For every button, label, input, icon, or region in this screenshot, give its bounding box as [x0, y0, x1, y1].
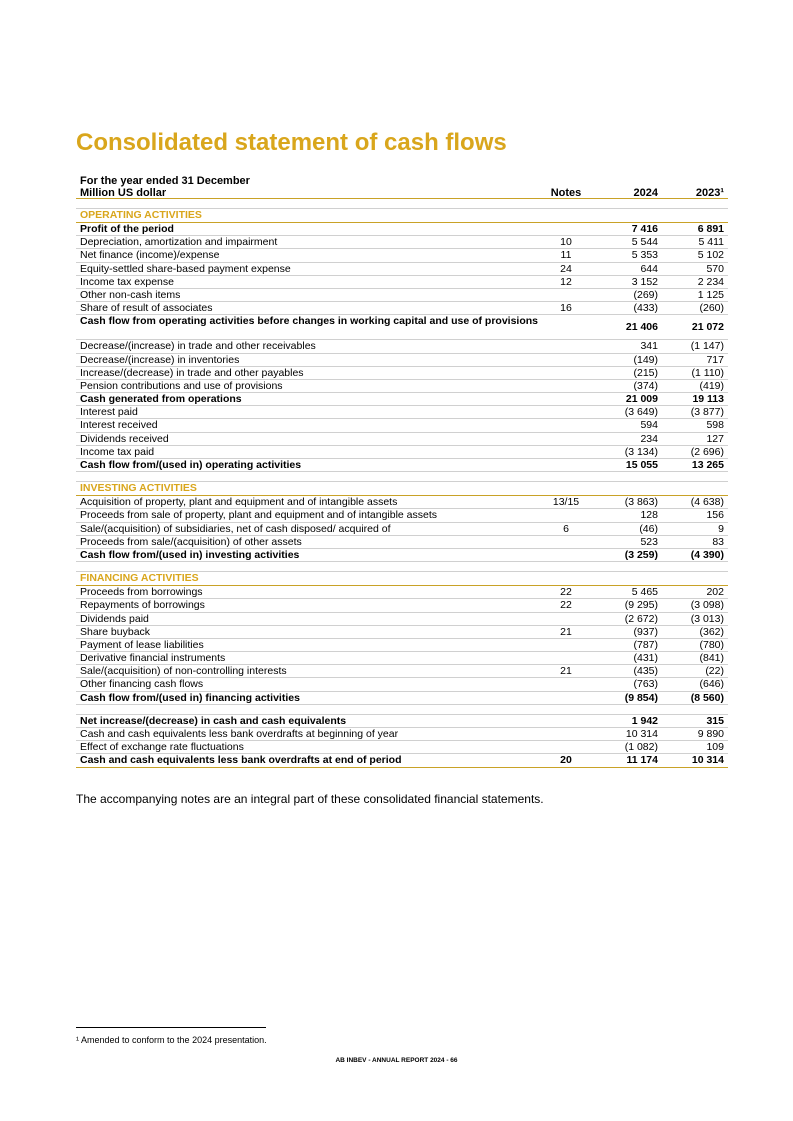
section-spacer — [76, 199, 728, 209]
table-row — [76, 523, 728, 536]
row-value-2023: (841) — [699, 652, 724, 665]
row-label: Cash and cash equivalents less bank overdrafts at end of period — [80, 754, 402, 767]
row-value-2023: 598 — [706, 419, 724, 432]
table-row — [76, 496, 728, 509]
header-period: For the year ended 31 December — [80, 175, 250, 187]
table-body — [76, 199, 728, 768]
row-note: 16 — [560, 302, 572, 315]
table-row — [76, 340, 728, 353]
table-row — [76, 599, 728, 612]
row-value-2024: 7 416 — [631, 223, 658, 235]
row-note: 22 — [560, 599, 572, 612]
table-row — [76, 393, 728, 406]
row-value-2024: (937) — [633, 625, 658, 638]
row-value-2023: (260) — [699, 302, 724, 315]
row-value-2023: 315 — [706, 714, 724, 727]
row-value-2023: 19 113 — [692, 393, 724, 406]
row-value-2024: (3 259) — [624, 548, 658, 561]
row-label: Interest paid — [80, 406, 138, 419]
table-row — [76, 249, 728, 262]
row-label: Payment of lease liabilities — [80, 638, 204, 651]
row-note: 10 — [560, 236, 572, 249]
table-row — [76, 446, 728, 459]
row-value-2023: 9 — [718, 522, 724, 535]
row-value-2023: 13 265 — [691, 459, 724, 471]
row-value-2024: (435) — [633, 665, 658, 678]
row-value-2024: (3 649) — [624, 406, 658, 419]
row-note: 24 — [560, 262, 572, 275]
row-value-2024: 10 314 — [625, 728, 658, 740]
footnote: ¹ Amended to conform to the 2024 presentation. — [76, 1035, 267, 1045]
row-value-2024: (9 295) — [624, 599, 658, 612]
table-row — [76, 419, 728, 432]
row-value-2023: (3 877) — [690, 406, 724, 419]
row-label: Decrease/(increase) in inventories — [80, 353, 240, 366]
row-note: 21 — [560, 625, 572, 638]
table-row — [76, 315, 728, 340]
row-value-2023: 1 125 — [697, 288, 724, 301]
row-label: Increase/(decrease) in trade and other payables — [80, 366, 304, 379]
row-label: Pension contributions and use of provisions — [80, 379, 283, 392]
row-label: Cash generated from operations — [80, 393, 242, 406]
section-heading — [76, 572, 728, 586]
row-label: Depreciation, amortization and impairment — [80, 236, 278, 249]
row-value-2024: 3 152 — [631, 275, 658, 288]
row-value-2024: 128 — [640, 509, 658, 522]
row-label: Income tax expense — [80, 275, 174, 288]
row-value-2023: 10 314 — [691, 754, 724, 767]
row-value-2024: 11 174 — [626, 754, 658, 767]
row-value-2023: 156 — [706, 509, 724, 522]
row-note: 13/15 — [552, 496, 580, 509]
section-heading — [76, 209, 728, 223]
row-value-2024: (433) — [633, 302, 658, 315]
row-value-2024: (46) — [639, 522, 658, 535]
row-value-2024: 5 544 — [631, 236, 658, 249]
row-label: Cash flow from/(used in) investing activities — [80, 548, 300, 561]
table-row — [76, 354, 728, 367]
row-value-2024: (1 082) — [624, 741, 658, 754]
row-label: Cash flow from operating activities before changes in working capital and use of provisions — [80, 315, 539, 328]
row-label: Interest received — [80, 419, 158, 432]
section-heading — [76, 482, 728, 496]
row-label: Proceeds from sale/(acquisition) of other assets — [80, 535, 302, 548]
row-note: 6 — [563, 522, 569, 535]
table-row — [76, 433, 728, 446]
row-value-2023: (3 098) — [690, 599, 724, 612]
row-value-2024: 21 406 — [625, 321, 658, 334]
row-value-2023: 127 — [706, 432, 724, 445]
table-row — [76, 652, 728, 665]
row-value-2024: (215) — [633, 366, 658, 379]
row-value-2023: (780) — [699, 638, 724, 651]
row-value-2023: (3 013) — [690, 612, 724, 625]
row-value-2024: 21 009 — [625, 393, 658, 406]
table-row — [76, 509, 728, 522]
row-label: Sale/(acquisition) of subsidiaries, net of cash disposed/ acquired of — [80, 522, 391, 535]
section-spacer — [76, 705, 728, 715]
row-note: 21 — [560, 665, 572, 678]
row-value-2024: 594 — [640, 419, 658, 432]
table-row — [76, 406, 728, 419]
row-label: Acquisition of property, plant and equipment and of intangible assets — [80, 496, 398, 509]
table-row — [76, 741, 728, 754]
row-note: 11 — [560, 249, 572, 262]
row-value-2023: 2 234 — [697, 275, 724, 288]
section-heading-label: OPERATING ACTIVITIES — [80, 209, 202, 221]
row-label: Equity-settled share-based payment expense — [80, 262, 291, 275]
table-row — [76, 380, 728, 393]
row-value-2024: 15 055 — [625, 459, 658, 471]
row-value-2023: (2 696) — [690, 445, 724, 458]
section-heading-label: INVESTING ACTIVITIES — [80, 482, 197, 495]
table-row — [76, 549, 728, 562]
row-label: Share of result of associates — [80, 302, 213, 315]
row-value-2023: (362) — [699, 625, 724, 638]
table-row — [76, 302, 728, 315]
table-row — [76, 613, 728, 626]
row-label: Profit of the period — [80, 223, 174, 235]
row-label: Cash flow from/(used in) operating activities — [80, 459, 302, 471]
row-value-2024: (3 863) — [624, 496, 658, 509]
row-label: Dividends paid — [80, 612, 149, 625]
row-label: Decrease/(increase) in trade and other receivables — [80, 340, 316, 353]
row-value-2024: (9 854) — [624, 691, 658, 704]
row-value-2024: (374) — [633, 379, 658, 392]
table-row — [76, 236, 728, 249]
row-label: Other financing cash flows — [80, 678, 204, 691]
header-unit: Million US dollar — [80, 187, 167, 199]
row-label: Proceeds from sale of property, plant and equipment and of intangible assets — [80, 509, 438, 522]
row-value-2023: (8 560) — [690, 691, 724, 704]
row-label: Effect of exchange rate fluctuations — [80, 741, 244, 754]
table-row — [76, 367, 728, 380]
table-row — [76, 678, 728, 691]
row-value-2024: (431) — [633, 652, 658, 665]
row-value-2023: 9 890 — [697, 728, 724, 740]
row-label: Share buyback — [80, 625, 151, 638]
row-value-2023: (4 638) — [690, 496, 724, 509]
row-value-2023: (419) — [699, 379, 724, 392]
table-row — [76, 692, 728, 705]
row-label: Derivative financial instruments — [80, 652, 226, 665]
table-row — [76, 289, 728, 302]
row-value-2024: (269) — [633, 288, 658, 301]
row-label: Net finance (income)/expense — [80, 249, 220, 262]
row-note: 12 — [560, 275, 572, 288]
row-value-2023: 21 072 — [691, 321, 724, 334]
row-value-2023: 5 102 — [697, 249, 724, 262]
table-header — [76, 174, 728, 199]
cash-flow-table — [76, 174, 728, 768]
section-heading-label: FINANCING ACTIVITIES — [80, 572, 199, 585]
table-row — [76, 754, 728, 767]
page-title: Consolidated statement of cash flows — [76, 129, 507, 156]
row-value-2024: (2 672) — [624, 612, 658, 625]
row-value-2024: 644 — [640, 262, 658, 275]
row-value-2024: 341 — [640, 340, 658, 353]
header-2024: 2024 — [633, 187, 658, 199]
row-value-2023: (646) — [699, 678, 724, 691]
row-value-2023: 109 — [706, 741, 724, 754]
table-row — [76, 276, 728, 289]
table-row — [76, 459, 728, 472]
row-value-2024: 5 353 — [631, 249, 658, 262]
row-label: Other non-cash items — [80, 288, 181, 301]
row-label: Cash and cash equivalents less bank overdrafts at beginning of year — [80, 728, 399, 740]
row-value-2023: 570 — [706, 262, 724, 275]
row-label: Proceeds from borrowings — [80, 586, 203, 599]
row-label: Sale/(acquisition) of non-controlling interests — [80, 665, 287, 678]
row-value-2023: (22) — [705, 665, 724, 678]
table-row — [76, 263, 728, 276]
row-label: Dividends received — [80, 432, 169, 445]
section-spacer — [76, 472, 728, 482]
row-note: 20 — [560, 754, 572, 767]
row-value-2023: 83 — [712, 535, 724, 548]
table-row — [76, 728, 728, 741]
row-label: Net increase/(decrease) in cash and cash equivalents — [80, 714, 347, 727]
row-note: 22 — [560, 586, 572, 599]
row-label: Cash flow from/(used in) financing activities — [80, 691, 300, 704]
row-label: Income tax paid — [80, 445, 155, 458]
row-label: Repayments of borrowings — [80, 599, 205, 612]
footnote-divider — [76, 1027, 266, 1028]
row-value-2024: 234 — [640, 432, 658, 445]
row-value-2023: 6 891 — [697, 223, 724, 235]
row-value-2024: (3 134) — [624, 445, 658, 458]
section-spacer — [76, 562, 728, 572]
row-value-2024: (787) — [633, 638, 658, 651]
table-row — [76, 665, 728, 678]
row-value-2023: (1 147) — [690, 340, 724, 353]
header-notes: Notes — [550, 187, 582, 199]
row-value-2023: 5 411 — [698, 236, 724, 249]
page-footer: AB INBEV - ANNUAL REPORT 2024 - 66 — [335, 1057, 458, 1064]
row-value-2023: 717 — [706, 353, 724, 366]
row-value-2024: 523 — [640, 535, 658, 548]
table-row — [76, 223, 728, 236]
statement-note: The accompanying notes are an integral part of these consolidated financial statements. — [76, 792, 544, 806]
table-row — [76, 536, 728, 549]
row-value-2024: (149) — [633, 353, 658, 366]
row-value-2024: (763) — [633, 678, 658, 691]
header-2023: 2023¹ — [695, 187, 724, 199]
row-value-2023: (4 390) — [690, 548, 724, 561]
row-value-2023: 202 — [706, 586, 724, 599]
row-value-2024: 1 942 — [631, 714, 658, 727]
table-row — [76, 715, 728, 728]
table-row — [76, 626, 728, 639]
table-row — [76, 586, 728, 599]
table-row — [76, 639, 728, 652]
row-value-2024: 5 465 — [631, 586, 658, 599]
row-value-2023: (1 110) — [691, 366, 724, 379]
